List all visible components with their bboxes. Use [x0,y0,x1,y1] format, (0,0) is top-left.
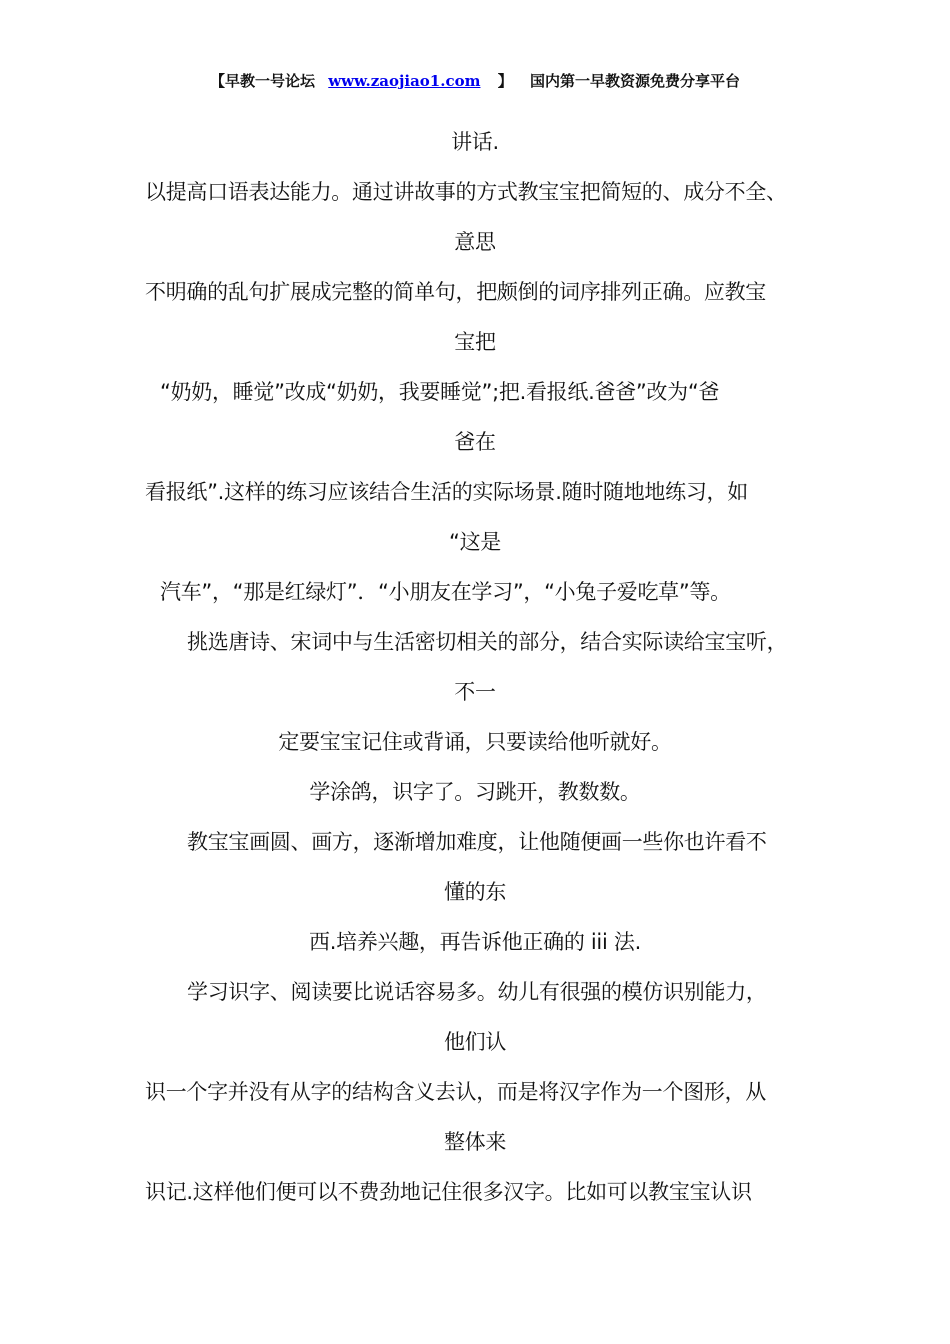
text-line: “奶奶，睡觉”改成“奶奶，我要睡觉”;把.看报纸.爸爸”改为“爸 [160,380,720,404]
text-line: 意思 [454,230,496,254]
text-line: 爸在 [454,430,496,454]
text-line: 他们认 [443,1030,507,1054]
text-line: 不一 [454,680,496,704]
text-line: 整体来 [443,1130,507,1154]
header-site-name: 【早教一号论坛 [210,72,316,90]
text-line: 教宝宝画圆、画方，逐渐增加难度，让他随便画一些你也许看不 [187,830,767,854]
document-body [0,128,950,1228]
text-line: 西.培养兴趣，再告诉他正确的 iii 法. [309,930,641,954]
text-line: 学习识字、阅读要比说话容易多。幼儿有很强的模仿识别能力， [187,980,767,1004]
text-line: 汽车”，“那是红绿灯”．“小朋友在学习”，“小兔子爱吃草”等。 [160,580,731,604]
text-line: 挑选唐诗、宋词中与生活密切相关的部分，结合实际读给宝宝听， [187,630,788,654]
text-line: 懂的东 [443,880,507,904]
page-header [0,70,950,91]
header-slogan: 国内第一早教资源免费分享平台 [529,72,740,90]
text-line: 不明确的乱句扩展成完整的简单句，把颇倒的词序排列正确。应教宝 [145,280,766,304]
text-line: 识记.这样他们便可以不费劲地记住很多汉字。比如可以教宝宝认识 [145,1180,752,1204]
text-line: 讲话. [451,130,499,154]
text-line: 以提高口语表达能力。通过讲故事的方式教宝宝把简短的、成分不全、 [145,180,787,204]
header-bracket: 】 [497,72,513,90]
header-website-link[interactable]: www.zaojiao1.com [328,72,481,90]
text-line: “这是 [449,530,501,554]
text-line: 学涂鸽，识字了。习跳开，教数数。 [309,780,641,804]
text-line: 识一个字并没有从字的结构含义去认，而是将汉字作为一个图形，从 [145,1080,766,1104]
text-line: 宝把 [454,330,496,354]
text-line: 定要宝宝记住或背诵，只要读给他听就好。 [278,730,672,754]
text-line: 看报纸”.这样的练习应该结合生活的实际场景.随时随地地练习，如 [145,480,748,504]
